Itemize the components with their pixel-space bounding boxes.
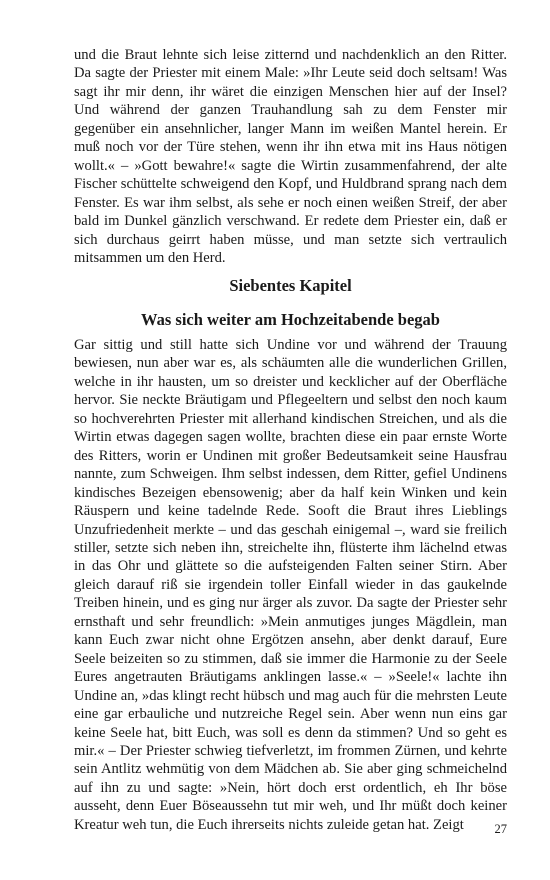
- page-number: 27: [494, 822, 507, 836]
- paragraph-1: und die Braut lehnte sich leise zitternd und nachdenklich an den Ritter. Da sagte der Priester mit einem Male: »Ihr Leute seid doch seltsam! Was sagt ihr mir denn, ihr wäret die einzigen Menschen hier auf der Insel? Und während der ganzen Trauhandlung sah zu dem Fenster mir gegenüber ein ansehnlicher, langer Mann im weißen Mantel herein. Er muß noch vor der Türe stehen, wenn ihr ihn etwa mit ins Haus nötigen wollt.« – »Gott bewahre!« sagte die Wirtin zusammenfahrend, der alte Fischer schüttelte schweigend den Kopf, und Huldbrand sprang nach dem Fenster. Es war ihm selbst, als sehe er noch einen weißen Streif, der aber bald im Dunkel gänzlich verschwand. Er redete dem Priester ein, daß er sich durchaus geirrt haben müsse, und man setzte sich vertraulich mitsammen um den Herd.: [74, 47, 507, 266]
- chapter-title: Siebentes Kapitel: [229, 276, 352, 295]
- paragraph-2: Gar sittig und still hatte sich Undine vor und während der Trauung bewiesen, nun aber war es, als schäumten alle die wunderlichen Grillen, welche in ihr hausten, um so dreister und kecklicher auf der Oberfläche hervor. Sie neckte Bräutigam und Pflegeeltern und selbst den noch kaum so hochverehrten Priester mit allerhand kindischen Streichen, und als die Wirtin etwas dagegen sagen wollte, brachten diese ein paar ernste Worte des Ritters, worin er Undinen mit großer Bedeutsamkeit seine Hausfrau nannte, zum Schweigen. Ihm selbst indessen, dem Ritter, gefiel Undinens kindisches Bezeigen ebensowenig; aber da half kein Winken und kein Räuspern und keine tadelnde Rede. Sooft die Braut ihres Lieblings Unzufriedenheit merkte – und das geschah einigemal –, ward sie freilich stiller, setzte sich neben ihn, streichelte ihn, flüsterte ihm lächelnd etwas in das Ohr und glättete so die aufsteigenden Falten seiner Stirn. Aber gleich darauf riß sie irgendein toller Einfall wieder in das gaukelnde Treiben hinein, und es ging nur ärger als zuvor. Da sagte der Priester sehr ernsthaft und sehr freundlich: »Mein anmutiges junges Mägdlein, man kann Euch zwar nicht ohne Ergötzen ansehn, aber denkt darauf, Eure Seele beizeiten so zu stimmen, daß sie immer die Harmonie zu der Seele Eures angetrauten Bräutigams anklingen lasse.« – »Seele!« lachte ihn Undine an, »das klingt recht hübsch und mag auch für die mehrsten Leute eine gar erbauliche und nutzreiche Regel sein. Aber wenn nun eins gar keine Seele hat, bitt Euch, was soll es denn da stimmen? Und so geht es mir.« – Der Priester schwieg tiefverletzt, im frommen Zürnen, und kehrte sein Antlitz wehmütig von dem Mädchen ab. Sie aber ging schmeichelnd auf ihn zu und sagte: »Nein, hört doch erst ordentlich, eh Ihr böse ausseht, denn Euer Böseaussehn tut mir weh, und Ihr müßt doch keiner Kreatur weh tun, die Euch ihrerseits nichts zuleide getan hat. Zeigt: [74, 337, 507, 833]
- chapter-subtitle: Was sich weiter am Hochzeitabende begab: [141, 310, 440, 329]
